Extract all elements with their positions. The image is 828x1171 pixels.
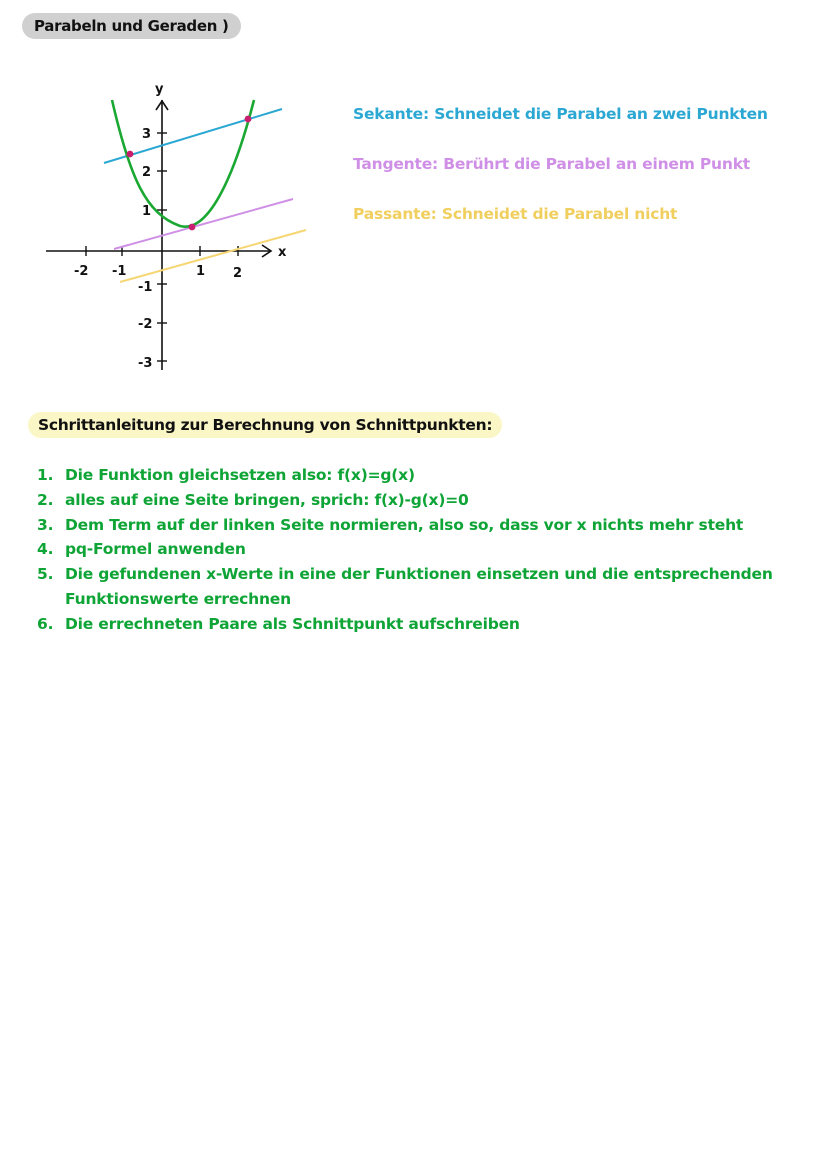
x-tick-label: -2 (74, 264, 89, 279)
step-text: Die gefundenen x-Werte in eine der Funktionen einsetzen und die entsprechenden Funktionswerte errechnen (65, 565, 773, 608)
x-tick-label: 1 (196, 264, 206, 279)
x-tick-label: 2 (233, 266, 243, 281)
axis-label-y: y (155, 82, 164, 97)
step-item (37, 463, 807, 488)
step-text: Dem Term auf der linken Seite normieren, also so, dass vor x nichts mehr steht (65, 515, 744, 534)
y-tick-label: -2 (138, 317, 153, 332)
step-number: 5. (37, 565, 54, 584)
step-item (37, 537, 807, 562)
intersection-point (245, 116, 252, 123)
step-item (37, 488, 807, 513)
parabola-curve (112, 100, 254, 227)
step-text: pq-Formel anwenden (65, 540, 246, 559)
legend-sekante: Sekante: Schneidet die Parabel an zwei Punkten (353, 105, 768, 123)
legend-tangente: Tangente: Berührt die Parabel an einem Punkt (353, 155, 751, 173)
step-number: 6. (37, 614, 54, 633)
y-tick-label: -1 (138, 280, 153, 295)
step-item (37, 513, 807, 538)
step-text: Die Funktion gleichsetzen also: f(x)=g(x) (65, 466, 415, 484)
page-title: Parabeln und Geraden ) (22, 13, 241, 39)
step-item (37, 612, 807, 637)
step-number: 4. (37, 540, 54, 559)
legend-passante: Passante: Schneidet die Parabel nicht (353, 205, 678, 223)
step-text: Die errechneten Paare als Schnittpunkt aufschreiben (65, 614, 520, 633)
intersection-point (127, 151, 134, 158)
step-item (37, 562, 807, 612)
y-tick-label: 1 (142, 204, 152, 219)
y-tick-label: 2 (142, 165, 152, 180)
y-tick-label: 3 (142, 127, 152, 142)
axis-label-x: x (278, 245, 287, 260)
x-tick-label: -1 (112, 264, 127, 279)
step-number: 2. (37, 490, 54, 509)
section-title: Schrittanleitung zur Berechnung von Schnittpunkten: (28, 412, 502, 438)
steps-list (37, 463, 807, 637)
step-text: alles auf eine Seite bringen, sprich: f(x)-g(x)=0 (65, 490, 469, 509)
y-tick-label: -3 (138, 356, 153, 371)
parabola-graph (38, 78, 310, 378)
step-number: 1. (37, 466, 54, 484)
tangent-point (189, 224, 196, 231)
step-number: 3. (37, 515, 54, 534)
